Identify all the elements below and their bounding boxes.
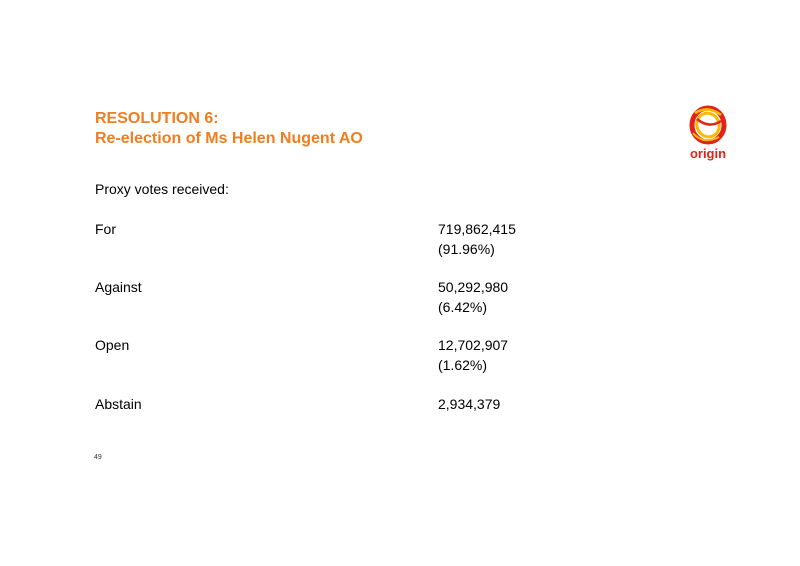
vote-count: 2,934,379 bbox=[438, 396, 501, 412]
vote-count: 50,292,980 bbox=[438, 279, 509, 295]
origin-logo-icon bbox=[683, 103, 733, 163]
intro-text: Proxy votes received: bbox=[95, 181, 229, 197]
logo-wordmark: origin bbox=[689, 146, 727, 161]
vote-percent: (91.96%) bbox=[438, 241, 495, 257]
origin-logo bbox=[683, 103, 733, 163]
vote-count: 12,702,907 bbox=[438, 337, 509, 353]
title-line-1: RESOLUTION 6: bbox=[95, 110, 219, 127]
vote-percent: (6.42%) bbox=[438, 299, 488, 315]
page-number: 49 bbox=[94, 454, 102, 461]
vote-label: Against bbox=[95, 279, 142, 295]
vote-count: 719,862,415 bbox=[438, 221, 516, 237]
slide-title bbox=[95, 109, 363, 149]
vote-label: Open bbox=[95, 337, 130, 353]
vote-label: Abstain bbox=[95, 396, 142, 412]
title-line-2: Re-election of Ms Helen Nugent AO bbox=[95, 130, 363, 147]
vote-label: For bbox=[95, 221, 116, 237]
vote-percent: (1.62%) bbox=[438, 357, 488, 373]
